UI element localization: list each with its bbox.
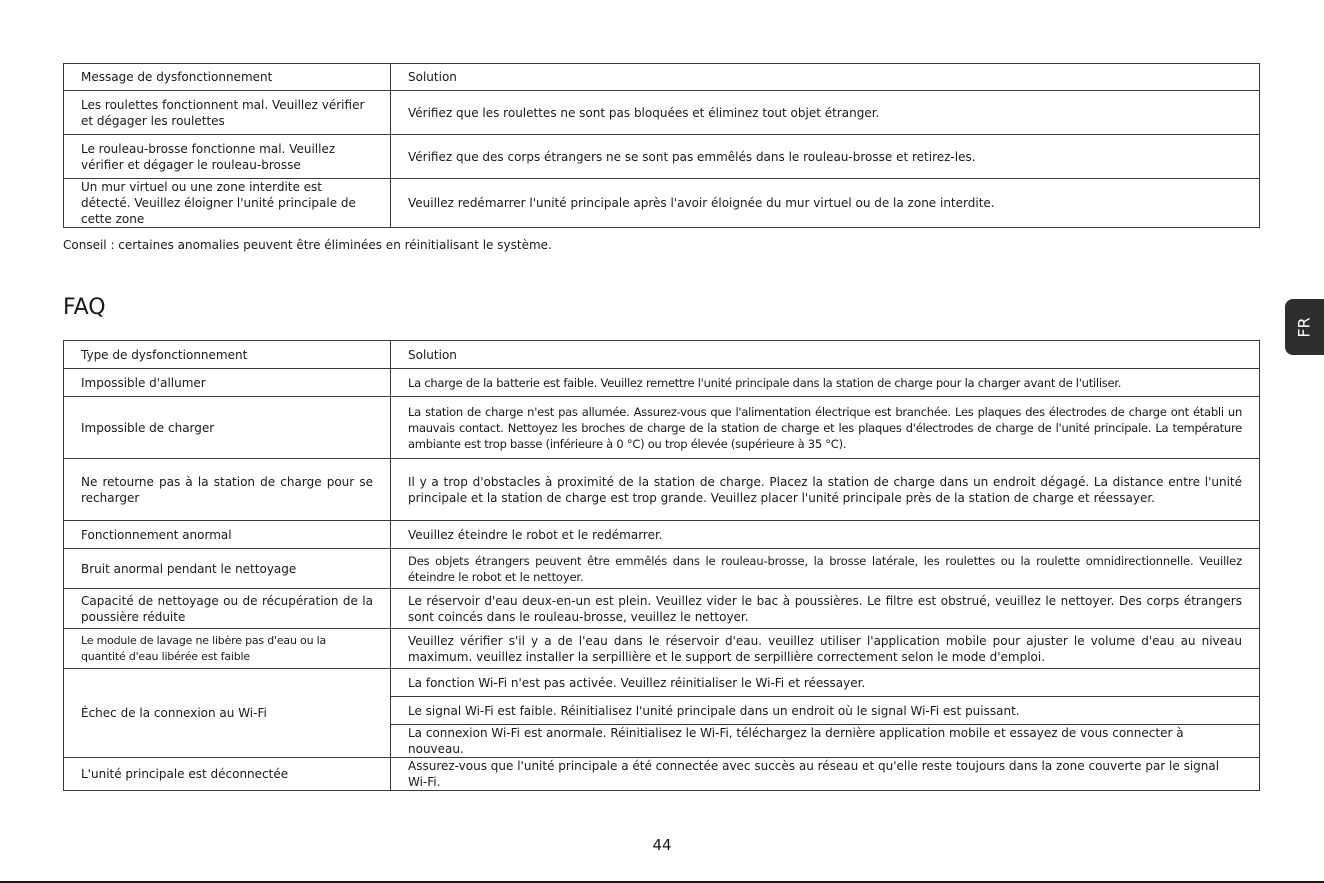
faq-solution: Des objets étrangers peuvent être emmêlés dans le rouleau-brosse, la brosse latérale, les roulettes ou la roulette omnidirectionnelle. Veuillez éteindre le robot et le nettoyer. xyxy=(391,549,1260,589)
table-row xyxy=(64,629,1260,669)
table-row xyxy=(64,521,1260,549)
malfunction-table xyxy=(63,63,1260,228)
faq-solution: Assurez-vous que l'unité principale a été connectée avec succès au réseau et qu'elle reste toujours dans la zone couverte par le signal Wi-Fi. xyxy=(391,758,1260,791)
faq-type: Bruit anormal pendant le nettoyage xyxy=(64,549,391,589)
table-row xyxy=(64,589,1260,629)
table-row xyxy=(64,397,1260,459)
language-label: FR xyxy=(1294,316,1314,338)
faq-solution: La charge de la batterie est faible. Veuillez remettre l'unité principale dans la station de charge pour la charger avant de l'utiliser. xyxy=(391,369,1260,397)
column-header: Message de dysfonctionnement xyxy=(64,64,391,91)
faq-type: Échec de la connexion au Wi-Fi xyxy=(64,669,391,758)
column-header: Type de dysfonctionnement xyxy=(64,341,391,369)
faq-solution: Veuillez éteindre le robot et le redémarrer. xyxy=(391,521,1260,549)
table-header-row xyxy=(64,341,1260,369)
malfunction-solution: Veuillez redémarrer l'unité principale après l'avoir éloignée du mur virtuel ou de la zone interdite. xyxy=(391,179,1260,228)
page-number: 44 xyxy=(652,836,672,854)
faq-solution: Le signal Wi-Fi est faible. Réinitialisez l'unité principale dans un endroit où le signal Wi-Fi est puissant. xyxy=(391,697,1260,725)
table-row xyxy=(64,369,1260,397)
faq-type: Fonctionnement anormal xyxy=(64,521,391,549)
faq-type: Impossible de charger xyxy=(64,397,391,459)
table-row xyxy=(64,91,1260,135)
malfunction-solution: Vérifiez que les roulettes ne sont pas bloquées et éliminez tout objet étranger. xyxy=(391,91,1260,135)
column-header: Solution xyxy=(391,64,1260,91)
language-tab xyxy=(1285,299,1324,355)
faq-solution: Veuillez vérifier s'il y a de l'eau dans le réservoir d'eau. veuillez utiliser l'application mobile pour ajuster le volume d'eau au niveau maximum. veuillez installer la serpillière et le support de serpillière correctement selon le mode d'emploi. xyxy=(391,629,1260,669)
table-row xyxy=(64,669,1260,697)
faq-type: Ne retourne pas à la station de charge pour se recharger xyxy=(64,459,391,521)
table-row xyxy=(64,135,1260,179)
table-row xyxy=(64,459,1260,521)
faq-type: L'unité principale est déconnectée xyxy=(64,758,391,791)
faq-table xyxy=(63,340,1260,791)
faq-type: Impossible d'allumer xyxy=(64,369,391,397)
malfunction-message: Un mur virtuel ou une zone interdite est détecté. Veuillez éloigner l'unité principale de cette zone xyxy=(64,179,391,228)
tip-note: Conseil : certaines anomalies peuvent être éliminées en réinitialisant le système. xyxy=(63,238,552,252)
faq-solution: La connexion Wi-Fi est anormale. Réinitialisez le Wi-Fi, téléchargez la dernière application mobile et essayez de vous connecter à nouveau. xyxy=(391,725,1260,758)
table-header-row xyxy=(64,64,1260,91)
faq-solution: Le réservoir d'eau deux-en-un est plein. Veuillez vider le bac à poussières. Le filtre est obstrué, veuillez le nettoyer. Des corps étrangers sont coincés dans le rouleau-brosse, veuillez le nettoyer. xyxy=(391,589,1260,629)
table-row xyxy=(64,179,1260,228)
malfunction-message: Les roulettes fonctionnent mal. Veuillez vérifier et dégager les roulettes xyxy=(64,91,391,135)
faq-solution: Il y a trop d'obstacles à proximité de la station de charge. Placez la station de charge dans un endroit dégagé. La distance entre l'unité principale et la station de charge est trop grande. Veuillez placer l'unité principale près de la station de charge et réessayer. xyxy=(391,459,1260,521)
faq-solution: La station de charge n'est pas allumée. Assurez-vous que l'alimentation électrique est branchée. Les plaques des électrodes de charge ont établi un mauvais contact. Nettoyez les broches de charge de la station de charge et les plaques d'électrodes de charge de l'unité principale. La température ambiante est trop basse (inférieure à 0 °C) ou trop élevée (supérieure à 35 °C). xyxy=(391,397,1260,459)
malfunction-solution: Vérifiez que des corps étrangers ne se sont pas emmêlés dans le rouleau-brosse et retirez-les. xyxy=(391,135,1260,179)
table-row xyxy=(64,549,1260,589)
column-header: Solution xyxy=(391,341,1260,369)
faq-type: Le module de lavage ne libère pas d'eau ou la quantité d'eau libérée est faible xyxy=(64,629,391,669)
faq-solution: La fonction Wi-Fi n'est pas activée. Veuillez réinitialiser le Wi-Fi et réessayer. xyxy=(391,669,1260,697)
table-row xyxy=(64,758,1260,791)
faq-heading: FAQ xyxy=(63,295,106,320)
faq-type: Capacité de nettoyage ou de récupération de la poussière réduite xyxy=(64,589,391,629)
malfunction-message: Le rouleau-brosse fonctionne mal. Veuillez vérifier et dégager le rouleau-brosse xyxy=(64,135,391,179)
